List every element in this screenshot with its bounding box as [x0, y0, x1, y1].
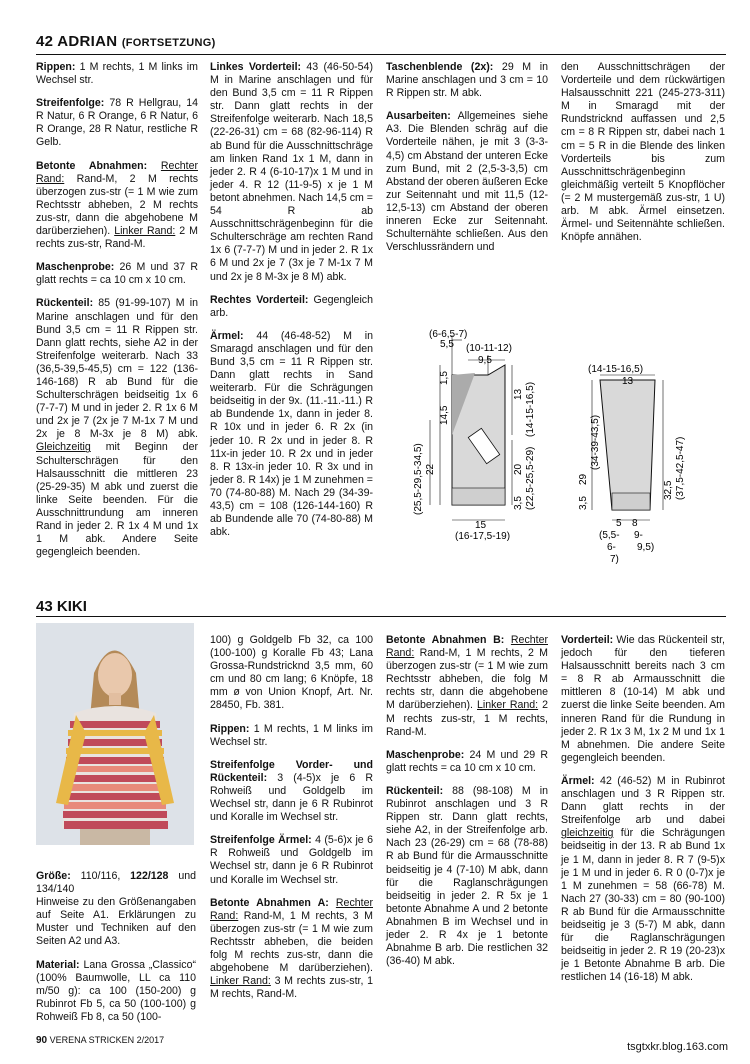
kiki-column-2 — [210, 634, 373, 1011]
front-label-left-c: (25,5-29,5-34,5) — [413, 443, 424, 515]
front-label-bottom1: 15 — [475, 520, 487, 531]
adrian-column-3 — [386, 61, 548, 264]
adrian-column-2 — [210, 61, 373, 549]
paragraph-betonte-a: Betonte Abnahmen A: Rechter Rand: Rand-M, 1 M rechts, 3 M überzogen zus-str (= 1 M wie zum Rechtsstr abheben, die beiden folg M rechts zus-str, dann die abgehobene M darüberziehen). Linker Rand: 3 M rechts zus-str, 1 M rechts, Rand-M. — [210, 896, 373, 1001]
adrian-column-4 — [561, 61, 725, 254]
sleeve-label-bottom5: 6- — [607, 542, 616, 553]
front-label-bottom2: (16-17,5-19) — [455, 531, 511, 542]
section-title-adrian — [36, 32, 726, 53]
front-label-top2: 5,5 — [440, 339, 454, 350]
sleeve-label-top1: (14-15-16,5) — [588, 364, 644, 375]
magazine-title: VERENA STRICKEN 2/2017 — [49, 1035, 165, 1045]
paragraph-vorderteil-kiki: Vorderteil: Wie das Rückenteil str, jedoch für den tieferen Halsausschnitt bereits nach 3 cm = 8 R ab Armausschnitt die mittleren 8 (10-14) M abk und zuerst die linke Seite beenden. Am inneren Rand für die Rundung in jeder 2. R 1x 3 M, 1x 2 M und 1x 1 M abnehmen. Die andere Seite gegengleich beenden. — [561, 634, 725, 764]
sleeve-label-left-b: 29 — [578, 473, 589, 485]
front-piece-diagram — [400, 325, 555, 550]
front-label-mid-e: 3,5 — [513, 496, 524, 510]
front-label-mid-a: 13 — [513, 388, 524, 400]
paragraph-rechtes-vorderteil: Rechtes Vorderteil: Gegengleich arb. — [210, 293, 373, 319]
front-label-mid-c: 20 — [513, 463, 524, 475]
sleeve-label-left-c: (34-39-43,5) — [590, 414, 601, 470]
paragraph-aermel-kiki: Ärmel: 42 (46-52) M in Rubinrot anschlagen und 3 R Rippen str. Dann glatt rechts in der Streifenfolge arb und dabei gleichzeitig für die Schrägungen beidseitig in der 13. R ab Bund 1x je 1 M, dann in jeder 8. R 7 (9-5)x je 1 M und in jeder 6. R 0 (0-7)x je 1 M zunehmen = 58 (66-78) M. Nach 27 (30-33) cm = 80 (90-100) R ab Bund für die Armausschnitte beidseitig je 3 (5-7) M abk, dann für die Raglanschrägungen beidseitig in jeder 2. R 19 (20-23)x je 1 Betonte Abnahme B arb. Die restlichen 14 (16-18) M abk. — [561, 774, 725, 984]
sleeve-label-right-a: 32,5 — [663, 480, 674, 500]
front-label-top3: (10-11-12) — [466, 343, 512, 354]
pattern-suffix: (FORTSETZUNG) — [121, 37, 216, 49]
paragraph-groesse: Größe: 110/116, 122/128 und 134/140 Hinweise zu den Größenangaben auf Seite A1. Erklärungen zu Muster und Techniken auf den Seiten A2 und A3. — [36, 870, 197, 948]
paragraph-material: Material: Lana Grossa „Classico“ (100% Baumwolle, LL ca 110 m/50 g): ca 100 (150-200) g Rubinrot Fb 5, ca 50 (100-100) g Rohweiß Fb 8, ca 50 (100- — [36, 958, 196, 1023]
paragraph-linkes-vorderteil: Linkes Vorderteil: 43 (46-50-54) M in Marine anschlagen und für den Bund 3,5 cm = 11 R Rippen str. Dann glatt rechts in der Streifenfolge weiterarb. Nach 18,5 (22-26-31) cm = 68 (82-96-114) R ab Bund für die Ausschnittschräge am linken Rand 1x 1 M, dann in jeder 2. R 4 (6-10-17)x 1 M und in jeder 4. R 12 (11-9-5) x je 1 M betont abnehmen. Nach 14,5 cm = 54 R ab Ausschnittschrägenbeginn für die Schulterschräge am rechten Rand 1x 6 (7-7-7) M und in jeder 2. R 1x 6 M und 2x je 7 (3x je 7 M-1x 7 M und 2x je 8 M-3x je 8 M) abk. — [210, 61, 373, 283]
watermark-site: tsgtxkr.blog.163.com — [627, 1041, 728, 1053]
kiki-column-4 — [561, 634, 725, 994]
section-title-kiki: 43 KIKI — [36, 598, 87, 615]
front-label-top4: 9,5 — [478, 355, 492, 366]
front-label-mid-d: (22,5-25,5-29) — [525, 446, 536, 510]
paragraph-maschenprobe: Maschenprobe: 26 M und 37 R glatt rechts = ca 10 cm x 10 cm. — [36, 261, 198, 287]
paragraph-taschenblende: Taschenblende (2x): 29 M in Marine anschlagen und 3 cm = 10 R Rippen str. M abk. — [386, 61, 548, 100]
sleeve-shape — [600, 380, 655, 510]
sleeve-label-bottom6: 9,5) — [637, 542, 655, 553]
page-number: 90 — [36, 1035, 48, 1046]
paragraph-aermel: Ärmel: 44 (46-48-52) M in Smaragd anschlagen und für den Bund 3,5 cm = 11 R Rippen str. Dann glatt rechts in Sand weiterarb. Für die Schrägungen beidseitig in der 9x. (11.-11.-11.) R ab Bundende 1x, dann in jeder 8. R 10x und in jeder 6. R 2x (in jeder 10. R 2x und in jeder 8. R 11x-in jeder 10. R 2x und in jeder 8. R 13x-in jeder 10. R 3x und in jeder 8. R 14x) je 1 M zunehmen = 70 (74-80-88) M. Nach 29 (34-39-43,5) cm = 108 (126-144-160) R ab Bundende alle 70 (74-80-88) M abk. — [210, 329, 373, 539]
paragraph-maschenprobe-kiki: Maschenprobe: 24 M und 29 R glatt rechts = ca 10 cm x 10 cm. — [386, 748, 548, 774]
paragraph-ausarbeiten: Ausarbeiten: Allgemeines siehe A3. Die Blenden schräg auf die Vorderteile nähen, je mit 3 (3-3-4,5) cm Abstand der unteren Ecke zum Bund, mit 2 (2,5-3-3,5) cm Abstand der oberen äußeren Ecke zur Seitennaht und mit 11,5 (12-12,5-13) cm Abstand der oberen inneren Ecke zur Seitennaht. Schulternähte schließen. Aus den Verschlussrändern und — [386, 110, 548, 254]
pattern-number: 42 — [36, 33, 54, 50]
paragraph-ausarbeiten-cont: den Ausschnittschrägen der Vorderteile und dem rückwärtigen Halsausschnitt 221 (245-273-311) M in Smaragd mit der Rundstricknd auffassen und 2,5 cm = 8 R Rippen str, dabei nach 1 cm = 5 R in die Blende des linken Vorderteils bis zum Ausschnittschrägenbeginn gleichmäßig verteilt 5 Knopflöcher (= 2 M mustergemäß zus-str, 1 U) arb. M abk. Ärmel einsetzen. Ärmel- und Seitennähte schließen. Knöpfe annähen. — [561, 61, 725, 244]
paragraph-rippen: Rippen: 1 M rechts, 1 M links im Wechsel str. — [36, 61, 198, 87]
paragraph-streifen-ae: Streifenfolge Ärmel: 4 (5-6)x je 6 R Rohweiß und Goldgelb im Wechsel str, dann je 6 R Rubinrot und Koralle im Wechsel str. — [210, 834, 373, 886]
adrian-column-1 — [36, 61, 198, 569]
paragraph-betonte-abnahmen: Betonte Abnahmen: Rechter Rand: Rand-M, 2 M rechts überzogen zus-str (= 1 M wie zum Rechtsstr abheben, 2 M rechts zus-str, dann die abgehobene M darüberziehen). Linker Rand: 2 M rechts zus-str, Rand-M. — [36, 159, 198, 251]
front-rib-band — [452, 488, 505, 505]
sleeve-label-right-b: (37,5-42,5-47) — [675, 436, 686, 500]
kiki-column-1 — [36, 870, 196, 1034]
front-label-mid-b: (14-15-16,5) — [525, 381, 536, 437]
front-label-top1: (6-6,5-7) — [429, 329, 468, 340]
sleeve-label-bottom2: 8 — [632, 518, 638, 529]
section-header-kiki — [36, 598, 726, 617]
pattern-name: ADRIAN — [57, 33, 118, 50]
sleeve-label-bottom3: (5,5- — [599, 530, 620, 541]
front-label-left-b: 14,5 — [439, 405, 450, 425]
sleeve-diagram — [570, 360, 730, 585]
paragraph-betonte-b: Betonte Abnahmen B: Rechter Rand: Rand-M, 1 M rechts, 2 M überzogen zus-str (= 1 M wie zum Rechtsstr abheben, die folg M rechts str, dann die abgehobene M darüberziehen). Linker Rand: 2 M rechts zus-str, 1 M rechts, Rand-M. — [386, 634, 548, 738]
sleeve-label-bottom7: 7) — [610, 554, 619, 565]
model-photo — [36, 623, 194, 845]
sleeve-label-bottom1: 5 — [616, 518, 622, 529]
paragraph-rippen-kiki: Rippen: 1 M rechts, 1 M links im Wechsel str. — [210, 722, 373, 748]
kiki-column-3 — [386, 634, 548, 978]
sleeve-label-bottom4: 9- — [634, 530, 643, 541]
girl-in-striped-sweater-illustration — [36, 623, 194, 845]
front-label-left-d: 22 — [425, 463, 436, 475]
front-label-left-a: 1,5 — [439, 371, 450, 385]
paragraph-material-cont: 100) g Goldgelb Fb 32, ca 100 (100-100) g Koralle Fb 43; Lana Grossa-Rundstricknd 3,5 mm, 60 cm und 80 cm lang; 6 Knöpfe, 18 mm ø von Union Knopf, Art. Nr. 28450, Fb. 381. — [210, 634, 373, 712]
page-header — [36, 32, 726, 55]
page-footer — [36, 1035, 164, 1046]
paragraph-rueckenteil-kiki: Rückenteil: 88 (98-108) M in Rubinrot anschlagen und 3 R Rippen str. Dann glatt rechts, siehe A2, in der Streifenfolge arb. Nach 23 (26-29) cm = 68 (78-88) R ab Bund für die Armausschnitte beidseitig je 4 (7-10) M abk, dann für die Raglanschrägungen beidseitig in jeder 2. R 5x je 1 betonte Abnahme A und 2 betonte Abnahmen B im Wechsel und in jeder 2. R 4x je 1 betonte Abnahme B arb. Die restlichen 32 (36-40) M abk. — [386, 784, 548, 968]
paragraph-rueckenteil: Rückenteil: 85 (91-99-107) M in Marine anschlagen und für den Bund 3,5 cm = 11 R Rippen str. Dann glatt rechts, siehe A2 in der Streifenfolge weiterarb. Nach 33 (36,5-39,5-45,5) cm = 122 (136-146-168) R ab Bund für die Schulterschrägen beidseitig 1x 6 (7-7-7) M und in jeder 2. R 1x 6 M und 2x je 7 (2x je 7 M-1x 7 M und 2x je 8 M-3x je 8 M) abk. Gleichzeitig mit Beginn der Schulterschrägen für den Halsausschnitt die mittleren 23 (25-29-35) M abk und zuerst die linke Seite beenden. Für die Ausschnittrundung am inneren Rand in jeder 2. R 1x 4 M und 1x 1 M abk. Andere Seite gegengleich beenden. — [36, 297, 198, 559]
paragraph-streifen-vr: Streifenfolge Vorder- und Rückenteil: 3 (4-5)x je 6 R Rohweiß und Goldgelb im Wechsel str, dann je 6 R Rubinrot und Koralle im Wechsel str. — [210, 758, 373, 824]
sleeve-rib-band — [612, 493, 650, 510]
sleeve-label-left-a: 3,5 — [578, 496, 589, 510]
paragraph-streifenfolge: Streifenfolge: 78 R Hellgrau, 14 R Natur, 6 R Orange, 6 R Natur, 6 R Orange, 28 R Natur, restliche R Gelb. — [36, 97, 198, 149]
sleeve-label-top2: 13 — [622, 376, 634, 387]
